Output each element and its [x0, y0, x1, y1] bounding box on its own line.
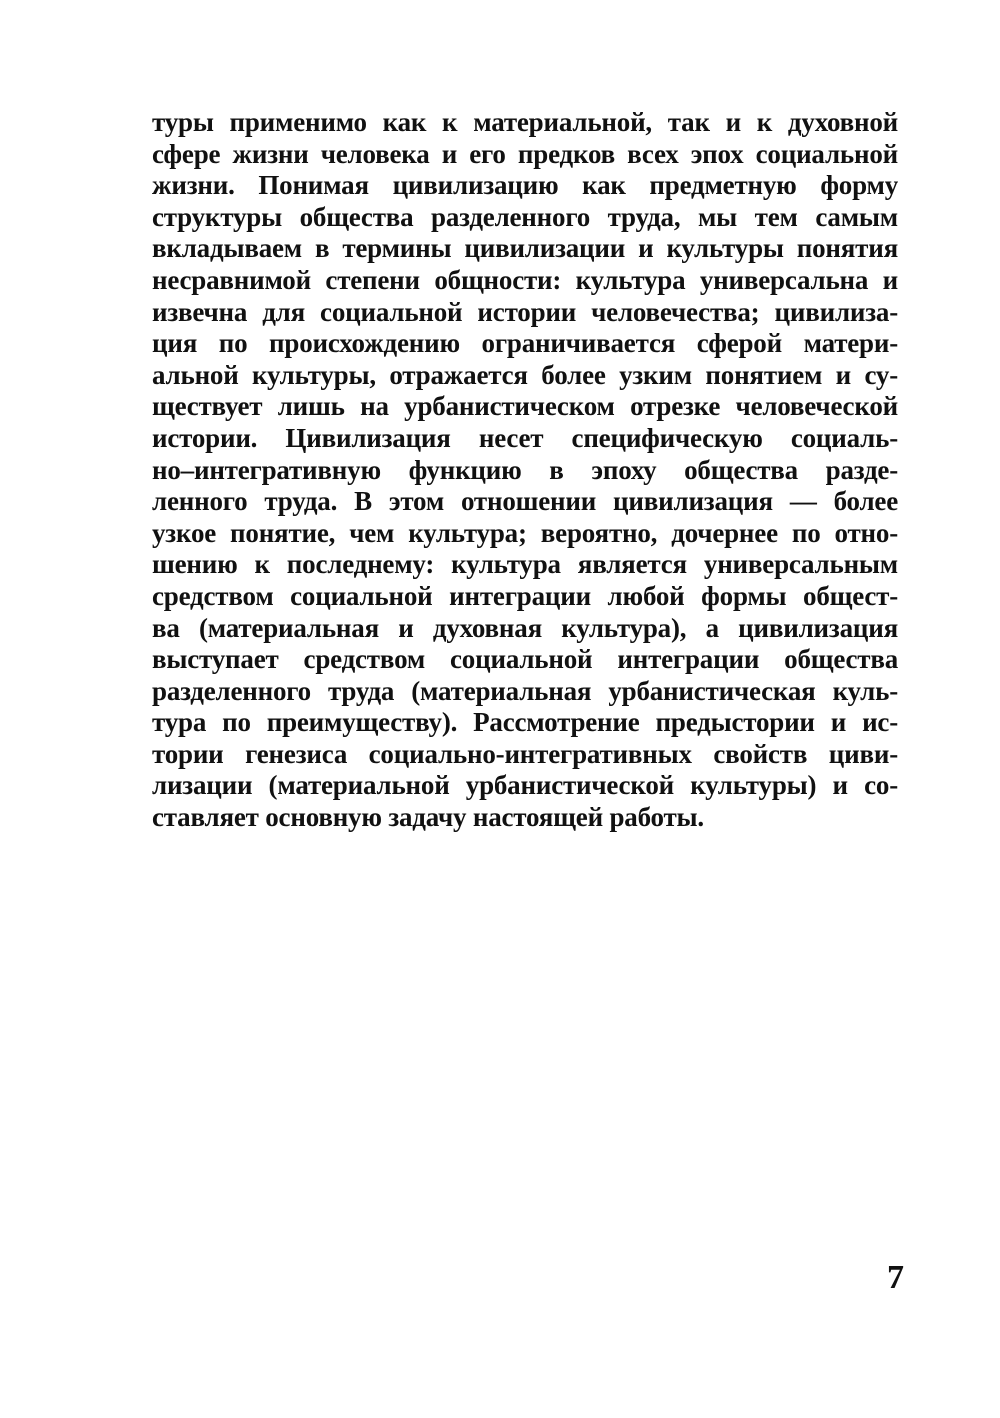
body-text	[152, 107, 898, 834]
text-line: тура по преимуществу). Рассмотрение предыстории и ис-	[152, 707, 898, 738]
text-line: но–интегративную функцию в эпоху общества разде-	[152, 454, 898, 485]
text-line: ва (материальная и духовная культура), а цивилизация	[152, 612, 898, 643]
text-line: несравнимой степени общности: культура универсальна и	[152, 264, 898, 295]
text-line: ставляет основную задачу настоящей работы.	[152, 802, 704, 833]
text-line: альной культуры, отражается более узким понятием и су-	[152, 359, 898, 390]
text-line: ленного труда. В этом отношении цивилизация — более	[152, 486, 898, 517]
text-line: извечна для социальной истории человечества; цивилиза-	[152, 296, 898, 327]
text-line: структуры общества разделенного труда, мы тем самым	[152, 201, 898, 232]
text-line: разделенного труда (материальная урбанистическая куль-	[152, 675, 898, 706]
text-line: узкое понятие, чем культура; вероятно, дочернее по отно-	[152, 517, 898, 548]
page-number: 7	[887, 1259, 904, 1296]
text-line: средством социальной интеграции любой формы общест-	[152, 580, 898, 611]
text-line: вкладываем в термины цивилизации и культуры понятия	[152, 233, 898, 264]
text-line: лизации (материальной урбанистической культуры) и со-	[152, 770, 898, 801]
text-line: шению к последнему: культура является универсальным	[152, 549, 898, 580]
text-line: туры применимо как к материальной, так и к духовной	[152, 107, 898, 137]
text-line: сфере жизни человека и его предков всех эпох социальной	[152, 138, 898, 169]
text-line: ществует лишь на урбанистическом отрезке человеческой	[152, 391, 898, 422]
text-line: ция по происхождению ограничивается сферой матери-	[152, 328, 898, 359]
text-line: выступает средством социальной интеграции общества	[152, 644, 898, 675]
text-line: жизни. Понимая цивилизацию как предметную форму	[152, 170, 898, 201]
text-line: истории. Цивилизация несет специфическую социаль-	[152, 422, 898, 453]
text-line: тории генезиса социально-интегративных свойств циви-	[152, 738, 898, 769]
